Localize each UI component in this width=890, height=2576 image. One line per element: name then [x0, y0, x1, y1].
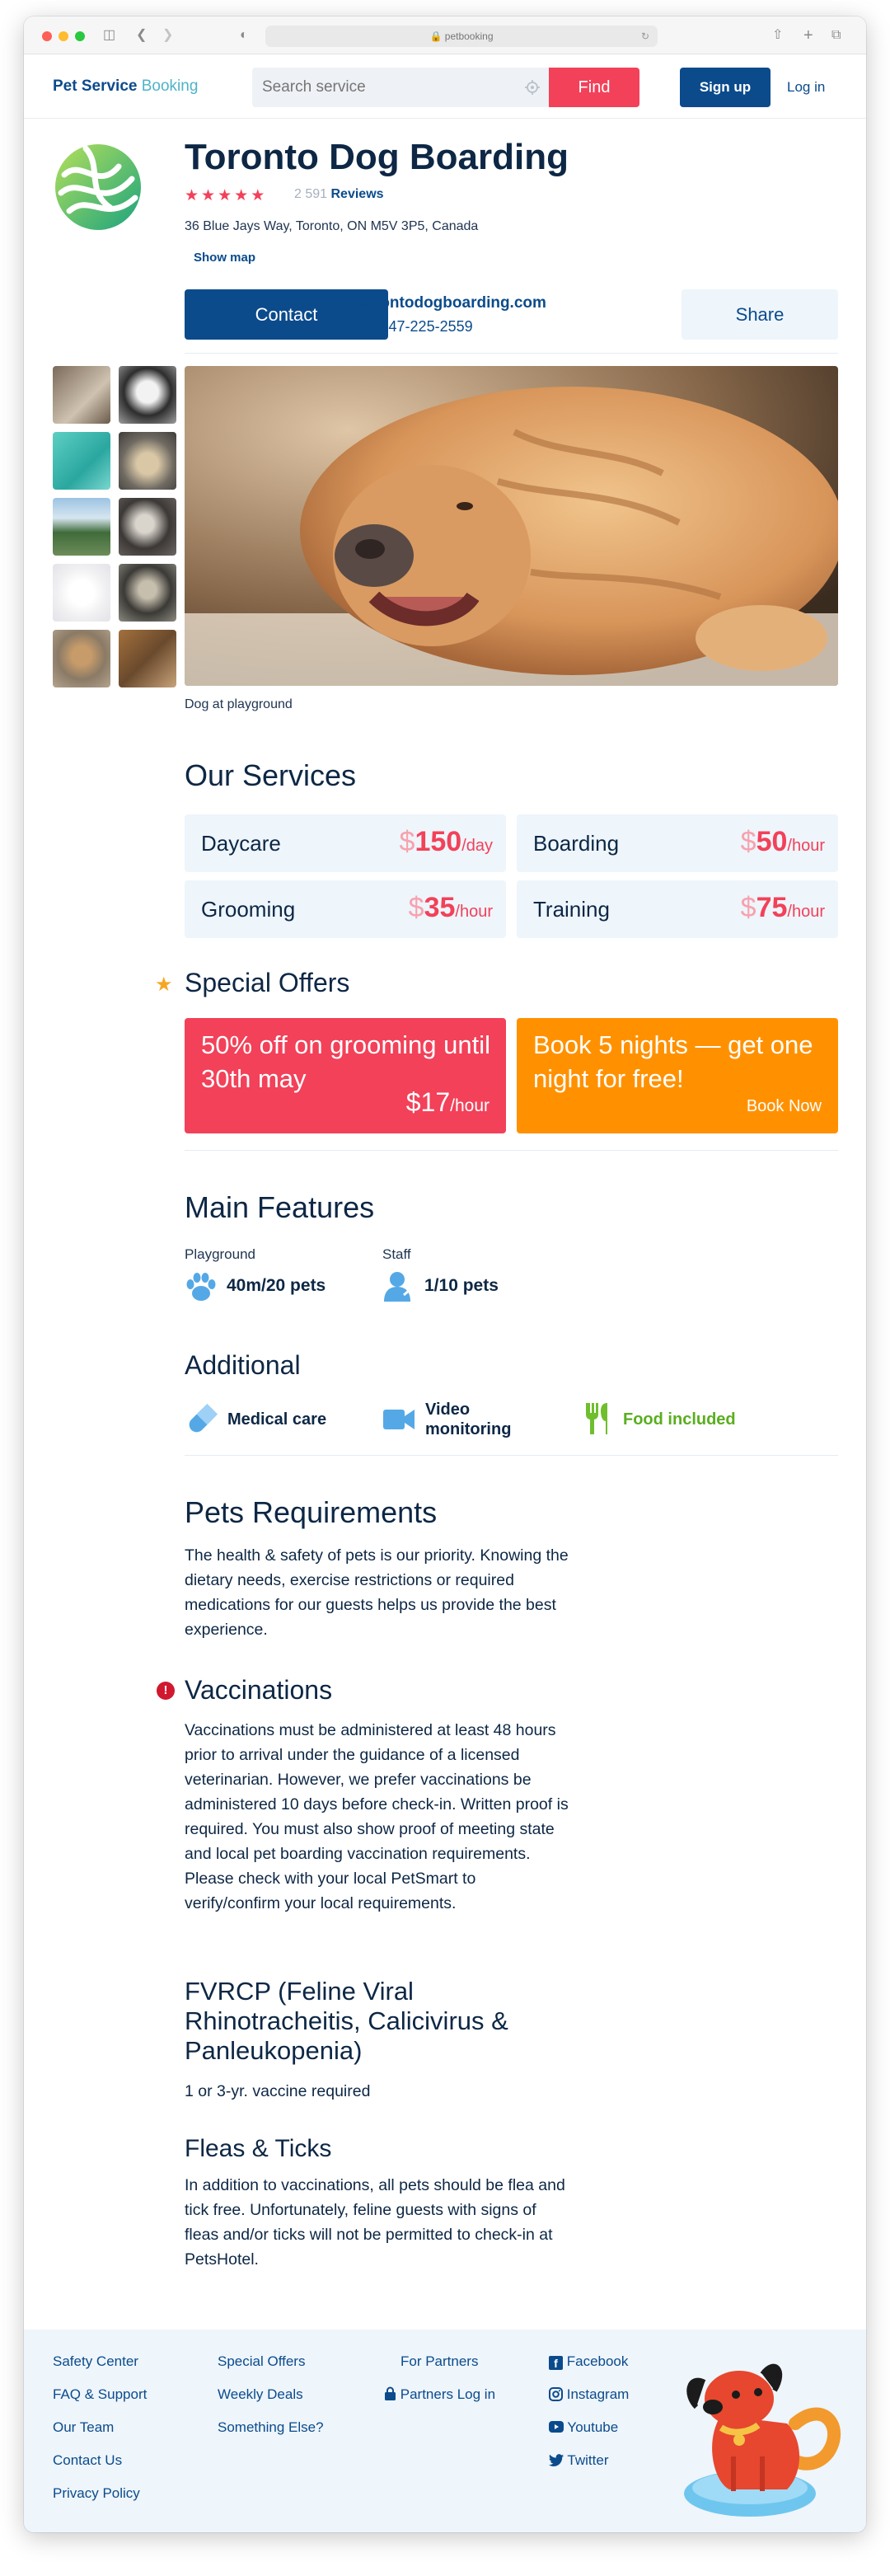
pill-icon — [185, 1402, 219, 1437]
star-icon: ★ — [251, 187, 268, 204]
footer-link[interactable]: Our Team — [53, 2419, 115, 2435]
photo-caption: Dog at playground — [185, 697, 293, 711]
dog-mascot-illustration — [672, 2349, 846, 2524]
sidebar-icon[interactable]: ◫ — [103, 28, 116, 42]
service-card-daycare[interactable] — [185, 814, 506, 872]
additional-item: Medical care — [227, 1410, 327, 1429]
page-title: Toronto Dog Boarding — [185, 137, 569, 177]
signup-button[interactable]: Sign up — [680, 68, 771, 107]
service-name: Training — [533, 897, 610, 922]
lock-icon — [384, 2386, 396, 2400]
offer-price-unit: /hour — [450, 1096, 490, 1115]
address-bar[interactable] — [265, 26, 658, 47]
currency-symbol: $ — [399, 826, 415, 857]
video-camera-icon — [382, 1405, 415, 1434]
fvrcp-text: 1 or 3-yr. vaccine required — [185, 2082, 371, 2100]
instagram-label: Instagram — [566, 2386, 630, 2402]
feature-label: Staff — [382, 1246, 411, 1262]
gallery-thumbnail[interactable] — [119, 498, 176, 556]
privacy-shield-icon[interactable]: ◐ — [240, 28, 248, 42]
requirements-text: The health & safety of pets is our priority. Knowing the dietary needs, exercise restrictions or required medications for our guests helps us provide the best experience. — [185, 1546, 569, 1639]
requirements-title: Pets Requirements — [185, 1495, 438, 1529]
price-amount: 150 — [415, 826, 462, 857]
fleas-title: Fleas & Ticks — [185, 2135, 332, 2162]
price-amount: 50 — [756, 826, 788, 857]
additional-item: Food included — [623, 1410, 736, 1429]
offer-card-grooming[interactable] — [185, 1018, 506, 1133]
alert-icon: ! — [157, 1682, 175, 1700]
gallery-thumbnail[interactable] — [53, 432, 110, 490]
sharpei-puppy-illustration — [185, 366, 838, 686]
website-link[interactable]: torontodogboarding.com — [359, 294, 546, 312]
price-unit: /day — [461, 837, 493, 855]
share-icon[interactable]: ⇧ — [772, 28, 784, 42]
facebook-icon: f — [549, 2356, 563, 2370]
tabs-overview-icon[interactable]: ⧉ — [831, 28, 841, 42]
rating-stars — [185, 186, 267, 205]
price-amount: 75 — [756, 892, 788, 923]
partners-login-label: Partners Log in — [400, 2386, 496, 2402]
footer-link[interactable]: For Partners — [400, 2353, 479, 2369]
gallery-thumbnail[interactable] — [119, 564, 176, 622]
price-amount: 35 — [424, 892, 456, 923]
address: 36 Blue Jays Way, Toronto, ON M5V 3P5, Canada — [185, 219, 479, 233]
feature-value: 40m/20 pets — [227, 1276, 326, 1295]
find-button[interactable]: Find — [549, 68, 639, 107]
forward-icon[interactable]: ❯ — [162, 28, 174, 42]
price-unit: /hour — [787, 837, 825, 855]
service-price — [741, 826, 825, 858]
gallery-thumbnail[interactable] — [53, 630, 110, 687]
site-header — [24, 54, 866, 119]
gallery-thumbnail[interactable] — [53, 564, 110, 622]
footer-link[interactable]: Special Offers — [218, 2353, 306, 2369]
star-icon: ★ — [155, 974, 173, 996]
footer-link[interactable]: Weekly Deals — [218, 2386, 303, 2402]
close-window-button[interactable] — [42, 31, 52, 41]
new-tab-icon[interactable]: + — [803, 26, 813, 45]
divider — [185, 353, 838, 354]
paw-icon — [185, 1270, 218, 1303]
footer-link[interactable]: Something Else? — [218, 2419, 324, 2435]
facebook-link[interactable] — [549, 2353, 628, 2370]
service-name: Boarding — [533, 831, 620, 856]
youtube-link[interactable] — [549, 2419, 618, 2436]
facebook-label: Facebook — [566, 2353, 629, 2369]
fleas-text: In addition to vaccinations, all pets should be flea and tick free. Unfortunately, feline guests with signs of fleas and/or ticks will not be permitted to check-in at PetsHotel. — [185, 2176, 565, 2269]
currency-symbol: $ — [740, 826, 756, 857]
services-title: Our Services — [185, 758, 357, 792]
service-price — [741, 892, 825, 924]
feature-label: Playground — [185, 1246, 256, 1262]
maximize-window-button[interactable] — [75, 31, 85, 41]
logo-main-text: Pet Service — [53, 77, 138, 95]
service-card-grooming[interactable] — [185, 880, 506, 938]
contact-button[interactable]: Contact — [185, 289, 388, 340]
gallery-thumbnail[interactable] — [53, 366, 110, 424]
book-now-button[interactable]: Book Now — [746, 1097, 822, 1115]
show-map-link[interactable]: Show map — [194, 251, 256, 265]
vaccinations-text: Vaccinations must be administered at least 48 hours prior to arrival under the guidance of a licensed veterinarian. However, we prefer vaccinations be administered 10 days before check-in. Written proof is required. You must also show proof of meeting state and local pet boarding vaccination requirements. Please check with your local PetSmart to verify/confirm your local requirements. — [185, 1721, 569, 1912]
offer-text: Book 5 nights — get one night for free! — [533, 1030, 813, 1093]
site-footer — [24, 2330, 866, 2532]
service-card-boarding[interactable] — [517, 814, 838, 872]
logo-accent-text: Booking — [141, 77, 199, 95]
gallery-thumbnail[interactable] — [53, 498, 110, 556]
star-icon: ★ — [218, 187, 235, 204]
browser-window — [24, 16, 866, 2532]
divider — [185, 1150, 838, 1151]
service-name: Daycare — [201, 831, 281, 856]
browser-toolbar — [24, 16, 866, 54]
phone-link[interactable]: +1 647-225-2559 — [359, 318, 473, 335]
twitter-label: Twitter — [567, 2452, 609, 2468]
share-button[interactable]: Share — [682, 289, 838, 340]
staff-person-icon — [382, 1270, 415, 1303]
main-photo[interactable] — [185, 366, 838, 686]
instagram-icon — [549, 2387, 563, 2401]
footer-link[interactable]: Privacy Policy — [53, 2485, 140, 2501]
youtube-icon — [549, 2421, 564, 2433]
twitter-icon — [549, 2454, 564, 2466]
service-price — [409, 892, 493, 924]
business-logo-icon — [53, 142, 143, 232]
instagram-link[interactable] — [549, 2386, 629, 2403]
review-number: 2 591 — [294, 187, 328, 201]
star-icon: ★ — [185, 187, 202, 204]
search-input[interactable] — [252, 68, 516, 107]
reload-icon[interactable]: ↻ — [640, 30, 649, 42]
currency-symbol: $ — [408, 892, 424, 923]
features-title: Main Features — [185, 1190, 375, 1224]
service-card-training[interactable] — [517, 880, 838, 938]
youtube-label: Youtube — [567, 2419, 619, 2435]
twitter-link[interactable] — [549, 2452, 608, 2469]
login-link[interactable]: Log in — [787, 79, 826, 95]
lock-icon: 🔒 — [429, 30, 443, 42]
offers-title: Special Offers — [185, 968, 350, 997]
feature-value: 1/10 pets — [424, 1276, 499, 1295]
reviews-link[interactable]: Reviews — [330, 187, 384, 201]
vaccinations-title: Vaccinations — [185, 1675, 333, 1705]
star-icon: ★ — [201, 187, 218, 204]
offer-card-nights[interactable] — [517, 1018, 838, 1133]
footer-link[interactable]: Contact Us — [53, 2452, 123, 2468]
footer-link[interactable]: FAQ & Support — [53, 2386, 148, 2402]
offer-price-amount: $17 — [405, 1087, 451, 1117]
fvrcp-title: FVRCP (Feline Viral Rhinotracheitis, Calicivirus & Panleukopenia) — [185, 1977, 508, 2065]
cutlery-icon — [581, 1401, 616, 1436]
review-count[interactable] — [294, 187, 384, 202]
service-price — [400, 826, 493, 858]
url-text: petbooking — [444, 30, 494, 42]
offer-text: 50% off on grooming until 30th may — [201, 1030, 490, 1093]
gallery-thumbnail[interactable] — [119, 432, 176, 490]
price-unit: /hour — [787, 903, 825, 921]
price-unit: /hour — [455, 903, 493, 921]
partners-login-link[interactable] — [384, 2386, 495, 2403]
search-box — [252, 68, 549, 107]
additional-title: Additional — [185, 1350, 301, 1380]
site-logo[interactable] — [53, 77, 198, 96]
offer-price — [406, 1087, 490, 1118]
additional-item: Video monitoring — [425, 1401, 512, 1438]
star-icon: ★ — [234, 187, 251, 204]
divider — [185, 1455, 838, 1456]
gallery-thumbnail[interactable] — [119, 630, 176, 687]
service-name: Grooming — [201, 897, 296, 922]
minimize-window-button[interactable] — [59, 31, 68, 41]
currency-symbol: $ — [740, 892, 756, 923]
footer-link[interactable]: Safety Center — [53, 2353, 138, 2369]
gallery-thumbnail[interactable] — [119, 366, 176, 424]
location-target-icon[interactable] — [524, 79, 541, 96]
back-icon[interactable]: ❮ — [136, 28, 148, 42]
